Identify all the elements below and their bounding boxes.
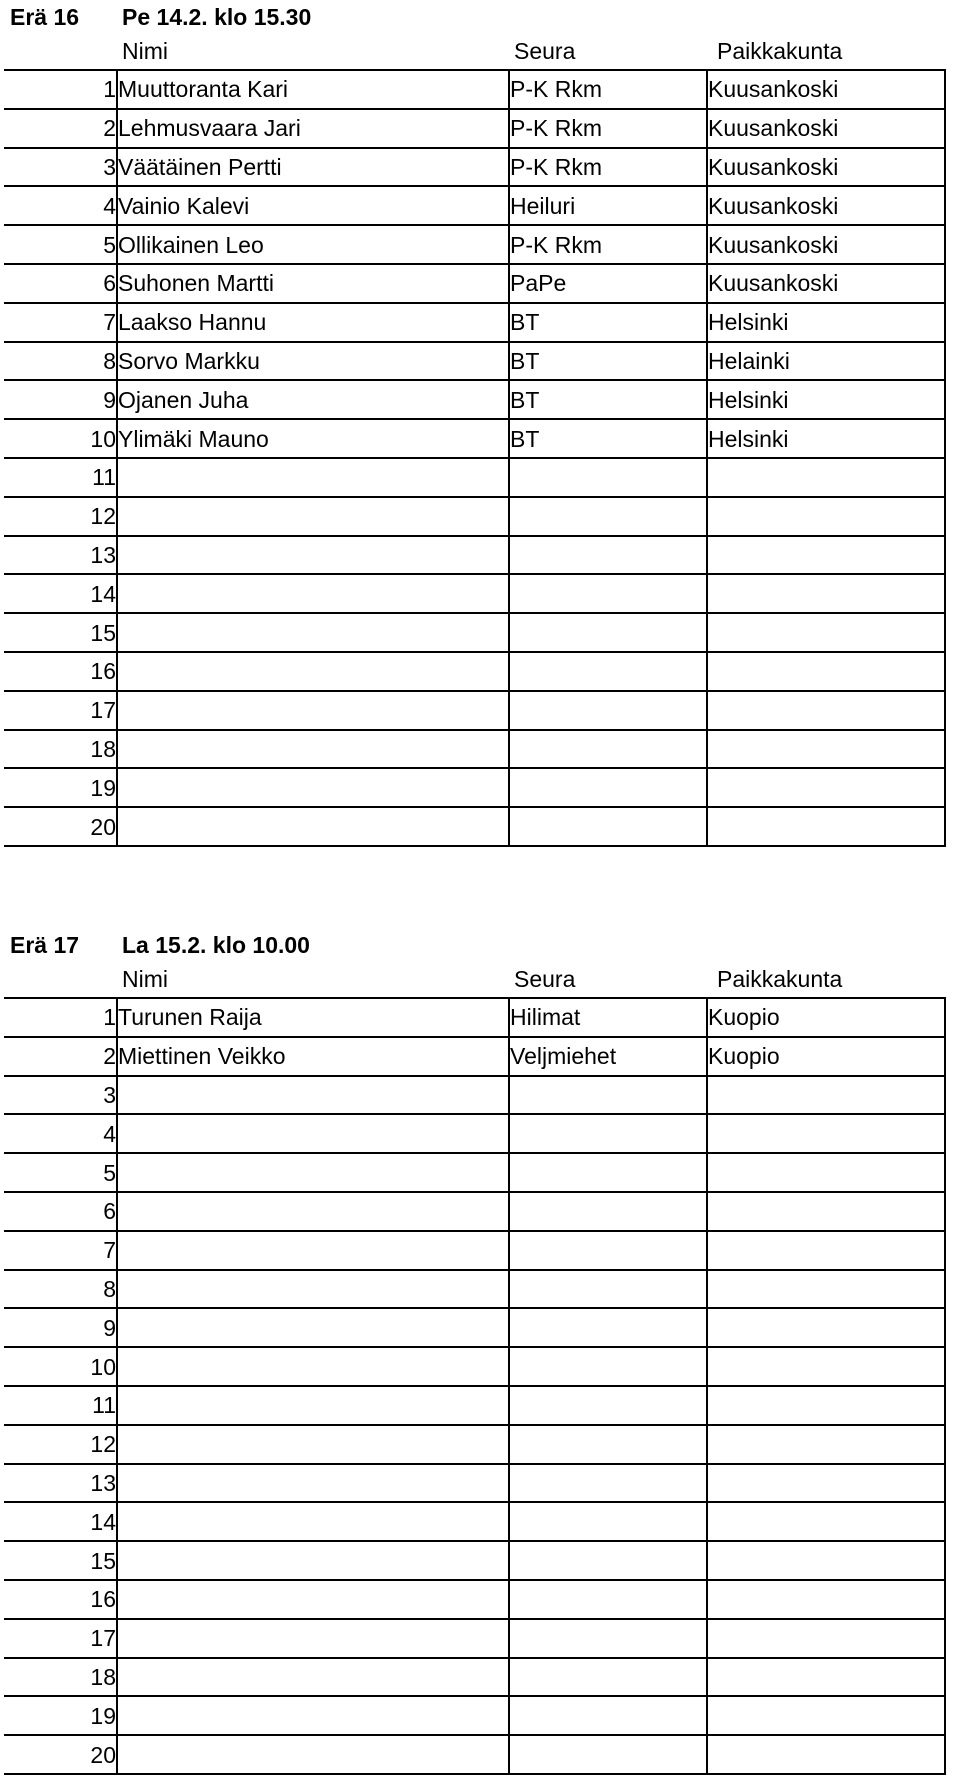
participant-town <box>707 807 945 846</box>
table-row <box>4 148 945 187</box>
participant-name: Sorvo Markku <box>117 342 509 381</box>
table-row <box>4 1308 945 1347</box>
participant-club <box>509 1425 707 1464</box>
participant-town <box>707 1386 945 1425</box>
participant-town: Helsinki <box>707 380 945 419</box>
participant-town: Kuopio <box>707 1037 945 1076</box>
participant-name <box>117 730 509 769</box>
participant-club <box>509 458 707 497</box>
participant-town <box>707 1076 945 1115</box>
column-town-header: Paikkakunta <box>717 966 843 992</box>
row-number: 1 <box>4 998 117 1037</box>
row-number: 14 <box>4 574 117 613</box>
participant-name: Vainio Kalevi <box>117 186 509 225</box>
participant-club <box>509 1231 707 1270</box>
participant-town <box>707 1308 945 1347</box>
row-number: 4 <box>4 186 117 225</box>
participant-town <box>707 1658 945 1697</box>
table-row <box>4 1696 945 1735</box>
row-number: 18 <box>4 730 117 769</box>
table-row <box>4 1580 945 1619</box>
row-number: 6 <box>4 1192 117 1231</box>
participant-name: Muuttoranta Kari <box>117 70 509 109</box>
row-number: 18 <box>4 1658 117 1697</box>
participant-town <box>707 1502 945 1541</box>
row-number: 8 <box>4 342 117 381</box>
participant-town <box>707 497 945 536</box>
heat-16-table <box>4 69 946 847</box>
table-row <box>4 613 945 652</box>
participant-name <box>117 652 509 691</box>
participant-name <box>117 1231 509 1270</box>
participant-town <box>707 536 945 575</box>
participant-club <box>509 1192 707 1231</box>
participant-town <box>707 1347 945 1386</box>
participant-club: PaPe <box>509 264 707 303</box>
participant-club <box>509 730 707 769</box>
row-number: 7 <box>4 1231 117 1270</box>
table-row <box>4 303 945 342</box>
participant-name: Suhonen Martti <box>117 264 509 303</box>
participant-name <box>117 536 509 575</box>
participant-club <box>509 652 707 691</box>
participant-name <box>117 768 509 807</box>
participant-club <box>509 1464 707 1503</box>
participant-name: Lehmusvaara Jari <box>117 109 509 148</box>
participant-name <box>117 1658 509 1697</box>
participant-town <box>707 574 945 613</box>
participant-town <box>707 1696 945 1735</box>
participant-club: Hilimat <box>509 998 707 1037</box>
table-row <box>4 1735 945 1774</box>
row-number: 11 <box>4 1386 117 1425</box>
row-number: 19 <box>4 1696 117 1735</box>
heat-label: Erä 16 <box>10 4 80 30</box>
row-number: 3 <box>4 1076 117 1115</box>
participant-name <box>117 1696 509 1735</box>
participant-name <box>117 458 509 497</box>
participant-town: Helsinki <box>707 419 945 458</box>
row-number: 16 <box>4 652 117 691</box>
row-number: 9 <box>4 1308 117 1347</box>
participant-town <box>707 1114 945 1153</box>
participant-name: Väätäinen Pertti <box>117 148 509 187</box>
participant-name: Ollikainen Leo <box>117 225 509 264</box>
heat-17-table <box>4 997 946 1775</box>
heat-date: Pe 14.2. klo 15.30 <box>122 4 312 30</box>
participant-club <box>509 1541 707 1580</box>
table-row <box>4 1153 945 1192</box>
participant-name <box>117 807 509 846</box>
table-row <box>4 497 945 536</box>
participant-town: Kuusankoski <box>707 264 945 303</box>
table-row <box>4 1192 945 1231</box>
participant-town <box>707 1619 945 1658</box>
participant-town <box>707 730 945 769</box>
table-row <box>4 70 945 109</box>
participant-club: P-K Rkm <box>509 225 707 264</box>
column-header <box>0 36 960 69</box>
participant-name: Miettinen Veikko <box>117 1037 509 1076</box>
participant-name <box>117 1502 509 1541</box>
participant-club <box>509 1076 707 1115</box>
participant-name <box>117 1076 509 1115</box>
participant-name <box>117 574 509 613</box>
participant-town <box>707 1464 945 1503</box>
heat-16-section <box>0 0 960 847</box>
heat-17-section <box>0 928 960 1775</box>
row-number: 12 <box>4 1425 117 1464</box>
participant-town <box>707 691 945 730</box>
participant-name: Laakso Hannu <box>117 303 509 342</box>
column-header <box>0 964 960 997</box>
table-row <box>4 574 945 613</box>
participant-club <box>509 613 707 652</box>
row-number: 13 <box>4 1464 117 1503</box>
participant-town <box>707 768 945 807</box>
participant-name <box>117 1619 509 1658</box>
participant-club: P-K Rkm <box>509 109 707 148</box>
table-row <box>4 458 945 497</box>
participant-club <box>509 1580 707 1619</box>
table-row <box>4 536 945 575</box>
row-number: 10 <box>4 419 117 458</box>
participant-name: Ylimäki Mauno <box>117 419 509 458</box>
table-row <box>4 807 945 846</box>
participant-club: BT <box>509 303 707 342</box>
participant-name <box>117 1580 509 1619</box>
table-row <box>4 1619 945 1658</box>
participant-club: BT <box>509 419 707 458</box>
participant-club <box>509 1502 707 1541</box>
participant-name <box>117 497 509 536</box>
participant-town <box>707 1192 945 1231</box>
participant-club: Veljmiehet <box>509 1037 707 1076</box>
row-number: 2 <box>4 1037 117 1076</box>
row-number: 20 <box>4 1735 117 1774</box>
row-number: 20 <box>4 807 117 846</box>
participant-name <box>117 1541 509 1580</box>
participant-town <box>707 1580 945 1619</box>
table-row <box>4 1386 945 1425</box>
participant-name <box>117 691 509 730</box>
row-number: 14 <box>4 1502 117 1541</box>
participant-name <box>117 1270 509 1309</box>
participant-name <box>117 613 509 652</box>
column-club-header: Seura <box>514 38 576 64</box>
row-number: 11 <box>4 458 117 497</box>
row-number: 3 <box>4 148 117 187</box>
participant-town: Kuusankoski <box>707 148 945 187</box>
table-row <box>4 768 945 807</box>
table-row <box>4 730 945 769</box>
participant-name <box>117 1386 509 1425</box>
participant-town: Helsinki <box>707 303 945 342</box>
heat-label: Erä 17 <box>10 932 80 958</box>
table-row <box>4 1270 945 1309</box>
participant-town <box>707 1231 945 1270</box>
participant-club <box>509 1696 707 1735</box>
participant-club: Heiluri <box>509 186 707 225</box>
participant-town: Kuusankoski <box>707 186 945 225</box>
participant-town <box>707 1270 945 1309</box>
table-row <box>4 264 945 303</box>
row-number: 5 <box>4 225 117 264</box>
row-number: 12 <box>4 497 117 536</box>
row-number: 10 <box>4 1347 117 1386</box>
row-number: 1 <box>4 70 117 109</box>
row-number: 15 <box>4 613 117 652</box>
row-number: 15 <box>4 1541 117 1580</box>
row-number: 17 <box>4 691 117 730</box>
row-number: 2 <box>4 109 117 148</box>
participant-club: P-K Rkm <box>509 70 707 109</box>
row-number: 6 <box>4 264 117 303</box>
participant-name <box>117 1425 509 1464</box>
column-name-header: Nimi <box>122 38 168 64</box>
row-number: 8 <box>4 1270 117 1309</box>
column-town-header: Paikkakunta <box>717 38 843 64</box>
participant-club <box>509 1347 707 1386</box>
participant-name <box>117 1153 509 1192</box>
row-number: 7 <box>4 303 117 342</box>
table-row <box>4 186 945 225</box>
participant-name <box>117 1192 509 1231</box>
participant-town: Kuusankoski <box>707 70 945 109</box>
participant-club <box>509 1308 707 1347</box>
table-row <box>4 1037 945 1076</box>
participant-town <box>707 1153 945 1192</box>
row-number: 19 <box>4 768 117 807</box>
participant-club <box>509 497 707 536</box>
table-row <box>4 1114 945 1153</box>
participant-town: Kuusankoski <box>707 225 945 264</box>
participant-town <box>707 613 945 652</box>
participant-club <box>509 807 707 846</box>
table-row <box>4 998 945 1037</box>
participant-town: Helainki <box>707 342 945 381</box>
participant-club: BT <box>509 342 707 381</box>
table-row <box>4 225 945 264</box>
participant-club <box>509 1658 707 1697</box>
table-row <box>4 1541 945 1580</box>
participant-club <box>509 768 707 807</box>
participant-club: P-K Rkm <box>509 148 707 187</box>
table-row <box>4 419 945 458</box>
participant-club <box>509 1619 707 1658</box>
participant-club <box>509 1270 707 1309</box>
participant-club: BT <box>509 380 707 419</box>
participant-town <box>707 652 945 691</box>
row-number: 5 <box>4 1153 117 1192</box>
heat-date: La 15.2. klo 10.00 <box>122 932 310 958</box>
participant-club <box>509 691 707 730</box>
participant-name <box>117 1347 509 1386</box>
participant-town <box>707 458 945 497</box>
participant-club <box>509 536 707 575</box>
heat-title <box>0 0 960 36</box>
table-row <box>4 1347 945 1386</box>
row-number: 17 <box>4 1619 117 1658</box>
row-number: 4 <box>4 1114 117 1153</box>
table-row <box>4 1231 945 1270</box>
participant-club <box>509 574 707 613</box>
row-number: 13 <box>4 536 117 575</box>
participant-town: Kuusankoski <box>707 109 945 148</box>
participant-town: Kuopio <box>707 998 945 1037</box>
heat-title <box>0 928 960 964</box>
table-row <box>4 380 945 419</box>
table-row <box>4 1076 945 1115</box>
participant-name: Ojanen Juha <box>117 380 509 419</box>
table-row <box>4 1658 945 1697</box>
row-number: 16 <box>4 1580 117 1619</box>
participant-club <box>509 1386 707 1425</box>
participant-town <box>707 1425 945 1464</box>
row-number: 9 <box>4 380 117 419</box>
table-row <box>4 1502 945 1541</box>
table-row <box>4 1425 945 1464</box>
participant-name: Turunen Raija <box>117 998 509 1037</box>
participant-name <box>117 1308 509 1347</box>
participant-town <box>707 1735 945 1774</box>
table-row <box>4 342 945 381</box>
column-club-header: Seura <box>514 966 576 992</box>
participant-club <box>509 1114 707 1153</box>
column-name-header: Nimi <box>122 966 168 992</box>
table-row <box>4 691 945 730</box>
table-row <box>4 1464 945 1503</box>
participant-name <box>117 1114 509 1153</box>
participant-name <box>117 1464 509 1503</box>
table-row <box>4 109 945 148</box>
participant-name <box>117 1735 509 1774</box>
participant-club <box>509 1153 707 1192</box>
participant-club <box>509 1735 707 1774</box>
participant-town <box>707 1541 945 1580</box>
table-row <box>4 652 945 691</box>
